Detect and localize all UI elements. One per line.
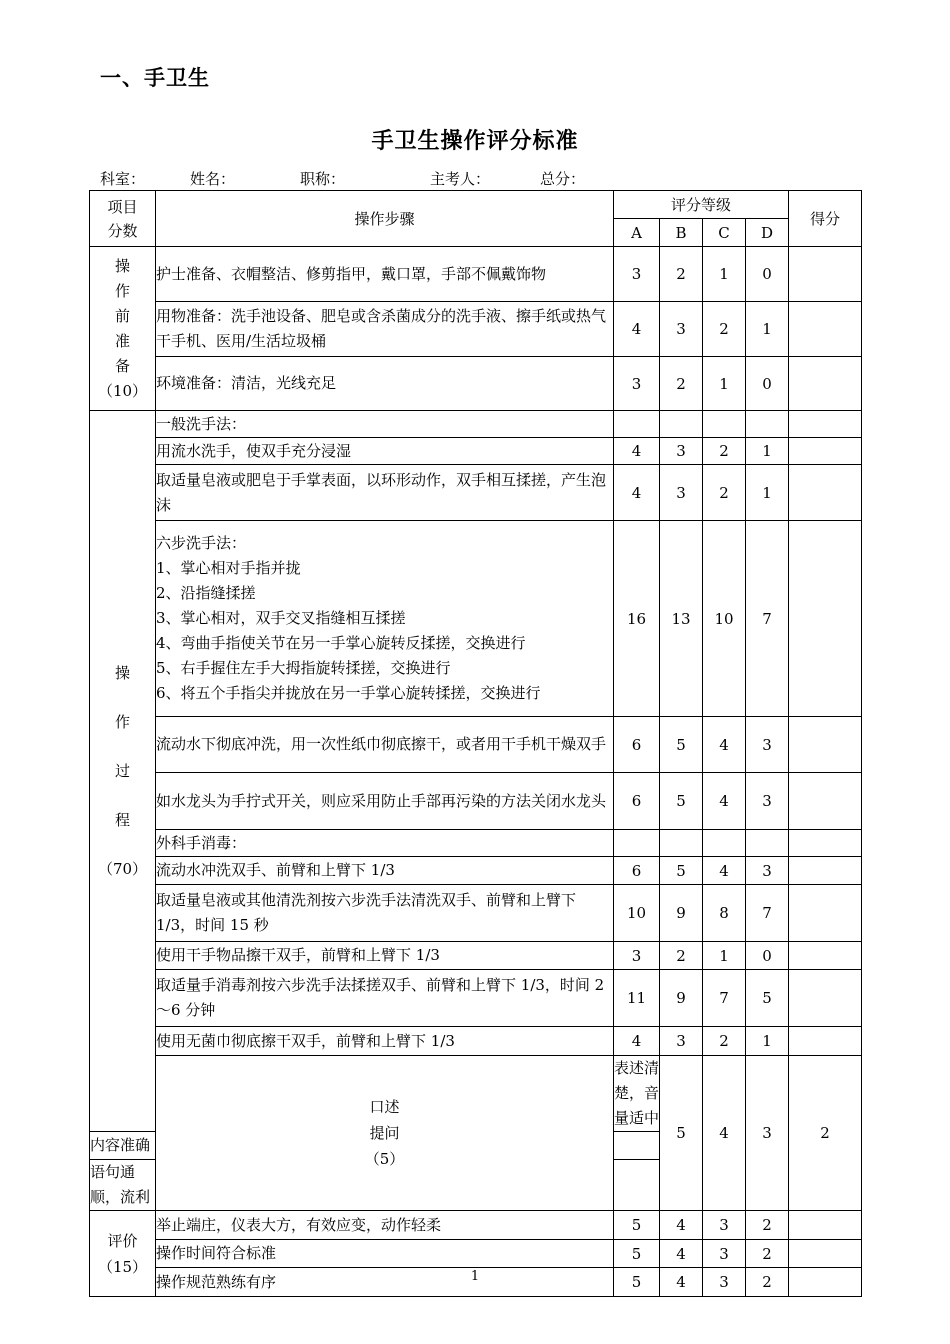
step-text: 取适量皂液或其他清洗剂按六步洗手法清洗双手、前臂和上臂下 1/3，时间 15 秒 — [156, 885, 614, 942]
grade-b-value: 9 — [660, 970, 703, 1027]
category-points: （15） — [97, 1257, 148, 1276]
step-text: 内容准确 — [90, 1132, 156, 1160]
score-cell[interactable] — [789, 438, 862, 465]
grade-a-value: 10 — [614, 885, 660, 942]
grade-c-value: 1 — [703, 357, 746, 411]
header-steps: 操作步骤 — [156, 191, 614, 247]
grade-c-value: 4 — [703, 773, 746, 830]
score-cell[interactable] — [789, 357, 862, 411]
examiner-label: 主考人： — [430, 170, 491, 188]
six-step-line: 1、掌心相对手指并拢 — [156, 559, 301, 577]
grade-d-value: 3 — [746, 857, 789, 885]
grade-d-value: 0 — [746, 247, 789, 302]
step-text: 用物准备：洗手池设备、肥皂或含杀菌成分的洗手液、擦手纸或热气干手机、医用/生活垃圾桶 — [156, 302, 614, 357]
score-cell[interactable] — [614, 1132, 660, 1160]
six-step-line: 2、沿指缝揉搓 — [156, 584, 256, 602]
grade-d-value: 2 — [746, 1211, 789, 1240]
table-row — [90, 942, 862, 970]
grade-a-header: A — [614, 219, 660, 247]
process-category — [90, 411, 156, 1132]
grade-a-value: 3 — [614, 942, 660, 970]
grade-a-value: 6 — [614, 857, 660, 885]
grade-a-value: 4 — [614, 438, 660, 465]
score-cell[interactable] — [789, 465, 862, 521]
header-grade: 评分等级 — [614, 191, 789, 219]
grade-c-value: 1 — [703, 942, 746, 970]
category-char: 程 — [114, 810, 130, 829]
grade-d-value: 3 — [746, 773, 789, 830]
grade-c-value: 4 — [703, 857, 746, 885]
table-row — [90, 357, 862, 411]
table-row — [90, 773, 862, 830]
category-char: 作 — [114, 712, 130, 731]
six-step-line: 4、弯曲手指使关节在另一手掌心旋转反揉搓，交换进行 — [156, 634, 526, 652]
grade-d-value: 3 — [746, 717, 789, 773]
category-points: （10） — [97, 381, 148, 400]
grade-b-value: 9 — [660, 885, 703, 942]
table-row — [90, 247, 862, 302]
table-row — [90, 1211, 862, 1240]
category-points: （70） — [97, 859, 148, 878]
grade-b-value: 3 — [660, 302, 703, 357]
grade-c-value: 7 — [703, 970, 746, 1027]
grade-d-header: D — [746, 219, 789, 247]
pre-op-category — [90, 247, 156, 411]
table-row — [90, 1027, 862, 1056]
score-cell[interactable] — [789, 885, 862, 942]
grade-d-value: 2 — [746, 1268, 789, 1297]
table-row — [90, 465, 862, 521]
grade-c-header: C — [703, 219, 746, 247]
subsection-label: 外科手消毒： — [156, 830, 614, 857]
grade-a-value: 16 — [614, 521, 660, 717]
table-row — [90, 411, 862, 438]
document-title: 手卫生操作评分标准 — [371, 129, 579, 154]
grade-b-value: 13 — [660, 521, 703, 717]
grade-d-value: 2 — [789, 1056, 862, 1211]
score-cell[interactable] — [789, 1211, 862, 1240]
page-number: 1 — [470, 1269, 480, 1284]
step-text: 使用无菌巾彻底擦干双手，前臂和上臂下 1/3 — [156, 1027, 614, 1056]
grade-b-value: 5 — [660, 773, 703, 830]
step-text: 操作时间符合标准 — [156, 1240, 614, 1268]
score-cell[interactable] — [789, 302, 862, 357]
grade-c-value: 3 — [703, 1211, 746, 1240]
grade-a-value: 4 — [614, 465, 660, 521]
grade-d-value: 2 — [746, 1240, 789, 1268]
score-cell[interactable] — [789, 970, 862, 1027]
grade-b-value: 5 — [660, 857, 703, 885]
score-cell[interactable] — [614, 1160, 660, 1211]
grade-c-value: 2 — [703, 302, 746, 357]
score-cell[interactable] — [789, 717, 862, 773]
step-text: 取适量皂液或肥皂于手掌表面，以环形动作，双手相互揉搓，产生泡沫 — [156, 465, 614, 521]
total-score-label: 总分： — [540, 170, 586, 188]
grade-d-value: 5 — [746, 970, 789, 1027]
job-title-label: 职称： — [300, 170, 346, 188]
step-text: 环境准备：清洁，光线充足 — [156, 357, 614, 411]
category-char: 操 — [114, 663, 130, 682]
grade-c-value: 3 — [746, 1056, 789, 1211]
table-row — [90, 1240, 862, 1268]
six-step-line: 六步洗手法： — [156, 534, 247, 552]
table-row — [90, 438, 862, 465]
grade-c-value: 4 — [703, 717, 746, 773]
header-score-line: 分数 — [107, 221, 138, 240]
grade-c-value: 3 — [703, 1268, 746, 1297]
grade-a-value: 6 — [614, 717, 660, 773]
grade-c-value: 2 — [703, 465, 746, 521]
category-char: 操 — [114, 256, 130, 275]
grade-d-value: 7 — [746, 885, 789, 942]
section-heading: 一、手卫生 — [100, 66, 210, 90]
header-item-line: 项目 — [107, 197, 138, 216]
grade-b-value: 3 — [660, 1027, 703, 1056]
grade-d-value: 7 — [746, 521, 789, 717]
header-item-score — [90, 191, 156, 247]
step-text: 表述清楚，音量适中 — [614, 1056, 660, 1132]
subsection-label: 一般洗手法： — [156, 411, 614, 438]
grade-a-value: 3 — [614, 357, 660, 411]
grade-a-value: 5 — [660, 1056, 703, 1211]
grade-b-value: 4 — [660, 1211, 703, 1240]
grade-c-value: 2 — [703, 438, 746, 465]
exam-info-line — [0, 168, 950, 188]
step-text: 语句通顺，流利 — [90, 1160, 156, 1211]
grade-a-value: 5 — [614, 1268, 660, 1297]
score-cell[interactable] — [789, 942, 862, 970]
grade-c-value: 3 — [703, 1240, 746, 1268]
step-text: 使用干手物品擦干双手，前臂和上臂下 1/3 — [156, 942, 614, 970]
step-text: 用流水洗手，使双手充分浸湿 — [156, 438, 614, 465]
grade-a-value: 6 — [614, 773, 660, 830]
score-cell[interactable] — [789, 857, 862, 885]
category-line: 口述 — [369, 1098, 400, 1116]
six-step-line: 6、将五个手指尖并拢放在另一手掌心旋转揉搓，交换进行 — [156, 684, 541, 702]
table-row — [90, 885, 862, 942]
score-cell[interactable] — [789, 247, 862, 302]
category-points: （5） — [364, 1150, 405, 1168]
grade-a-value: 11 — [614, 970, 660, 1027]
score-cell[interactable] — [789, 1027, 862, 1056]
grade-d-value: 0 — [746, 942, 789, 970]
grade-d-value: 1 — [746, 302, 789, 357]
scoring-table — [89, 190, 862, 1297]
grade-d-value: 1 — [746, 465, 789, 521]
table-row — [90, 1056, 862, 1132]
grade-a-value: 5 — [614, 1240, 660, 1268]
table-row — [90, 970, 862, 1027]
grade-c-value: 8 — [703, 885, 746, 942]
table-row — [90, 830, 862, 857]
six-step-line: 5、右手握住左手大拇指旋转揉搓，交换进行 — [156, 659, 451, 677]
grade-b-value: 2 — [660, 247, 703, 302]
grade-d-value: 1 — [746, 438, 789, 465]
grade-b-value: 4 — [703, 1056, 746, 1211]
step-text: 护士准备、衣帽整洁、修剪指甲，戴口罩，手部不佩戴饰物 — [156, 247, 614, 302]
grade-b-header: B — [660, 219, 703, 247]
step-text: 取适量手消毒剂按六步洗手法揉搓双手、前臂和上臂下 1/3，时间 2～6 分钟 — [156, 970, 614, 1027]
grade-a-value: 3 — [614, 247, 660, 302]
grade-b-value: 3 — [660, 465, 703, 521]
score-cell[interactable] — [789, 830, 862, 857]
grade-d-value: 1 — [746, 1027, 789, 1056]
score-cell[interactable] — [789, 1240, 862, 1268]
grade-c-value: 10 — [703, 521, 746, 717]
step-text: 举止端庄，仪表大方，有效应变，动作轻柔 — [156, 1211, 614, 1240]
category-line: 提问 — [369, 1124, 400, 1142]
category-char: 前 — [114, 306, 130, 325]
table-row — [90, 717, 862, 773]
grade-b-value: 4 — [660, 1268, 703, 1297]
header-row — [90, 191, 862, 219]
department-label: 科室： — [100, 170, 146, 188]
category-char: 作 — [114, 281, 130, 300]
step-text: 操作规范熟练有序 — [156, 1268, 614, 1297]
grade-d-value: 0 — [746, 357, 789, 411]
step-text: 流动水下彻底冲洗，用一次性纸巾彻底擦干，或者用干手机干燥双手 — [156, 717, 614, 773]
grade-b-value: 5 — [660, 717, 703, 773]
category-char: 过 — [114, 761, 130, 780]
six-step-method — [156, 521, 614, 717]
table-row — [90, 521, 862, 717]
category-line: 评价 — [107, 1231, 138, 1250]
category-char: 准 — [114, 331, 130, 350]
score-cell[interactable] — [789, 411, 862, 438]
grade-a-value: 4 — [614, 302, 660, 357]
grade-a-value: 5 — [614, 1211, 660, 1240]
grade-b-value: 3 — [660, 438, 703, 465]
grade-c-value: 1 — [703, 247, 746, 302]
grade-b-value: 2 — [660, 942, 703, 970]
grade-b-value: 2 — [660, 357, 703, 411]
score-cell[interactable] — [789, 521, 862, 717]
category-char: 备 — [114, 356, 130, 375]
six-step-line: 3、掌心相对，双手交叉指缝相互揉搓 — [156, 609, 406, 627]
table-row — [90, 302, 862, 357]
name-label: 姓名： — [190, 170, 236, 188]
table-row — [90, 857, 862, 885]
step-text: 流动水冲洗双手、前臂和上臂下 1/3 — [156, 857, 614, 885]
grade-c-value: 2 — [703, 1027, 746, 1056]
header-score: 得分 — [789, 191, 862, 247]
oral-category — [156, 1056, 614, 1211]
score-cell[interactable] — [789, 773, 862, 830]
step-text: 如水龙头为手拧式开关，则应采用防止手部再污染的方法关闭水龙头 — [156, 773, 614, 830]
grade-a-value: 4 — [614, 1027, 660, 1056]
grade-b-value: 4 — [660, 1240, 703, 1268]
